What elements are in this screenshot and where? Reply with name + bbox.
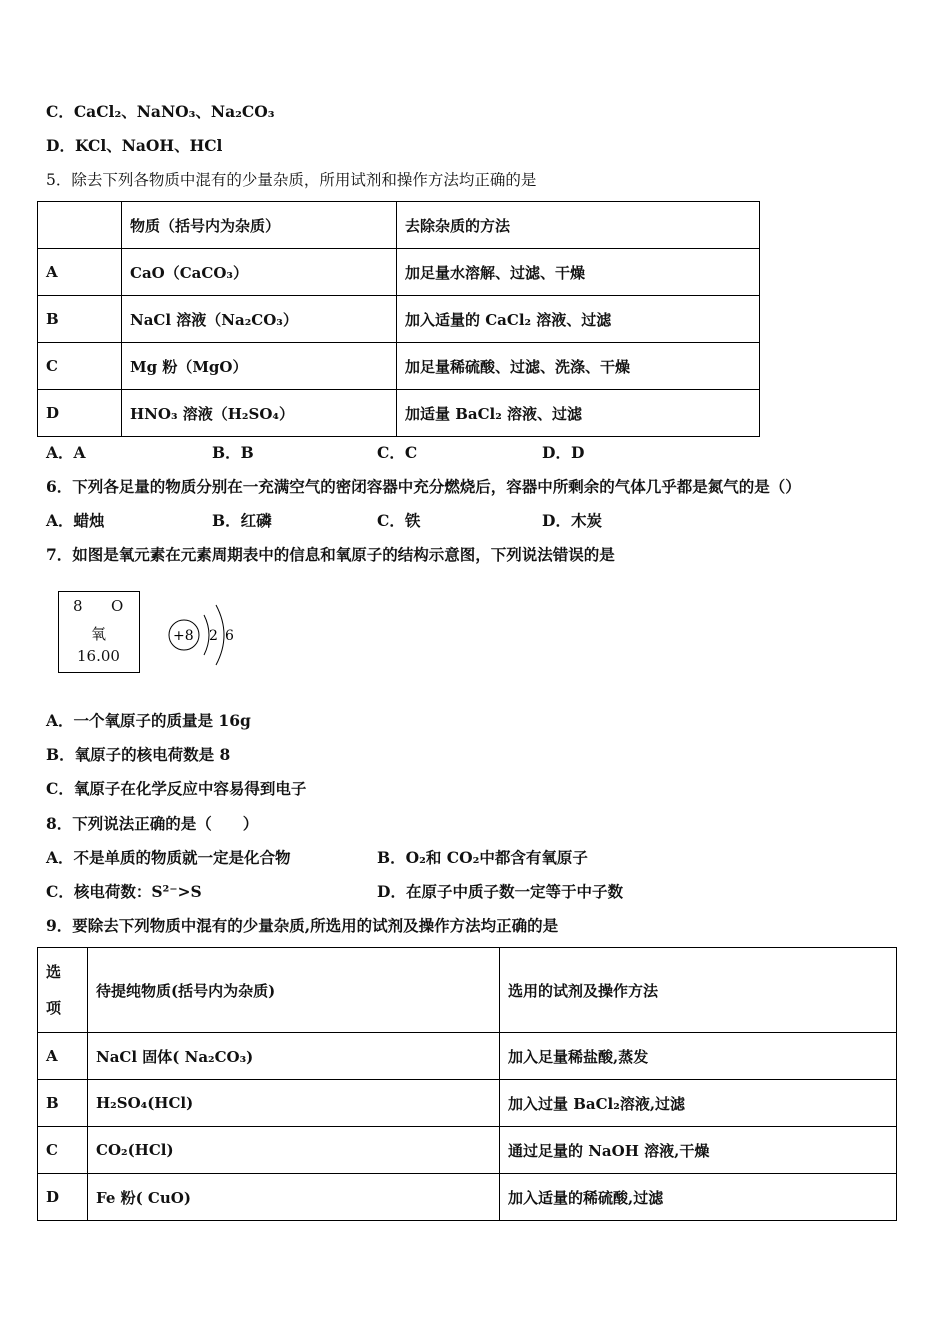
shell-1-electrons: 2 — [209, 628, 218, 644]
q8-option-c: C．核电荷数：S²⁻>S — [46, 882, 202, 901]
table-cell: CO₂(HCl) — [88, 1127, 500, 1174]
nucleus-charge: +8 — [173, 628, 194, 644]
table-cell: 去除杂质的方法 — [397, 202, 760, 249]
q9-table — [37, 947, 897, 1221]
table-cell: 通过足量的 NaOH 溶液,干燥 — [500, 1127, 897, 1174]
element-info-box — [58, 591, 140, 673]
q6-option-c: C．铁 — [377, 511, 421, 530]
table-cell: 加入适量的稀硫酸,过滤 — [500, 1174, 897, 1221]
table-cell: B — [38, 296, 122, 343]
q4-option-c: C．CaCl₂、NaNO₃、Na₂CO₃ — [46, 102, 275, 121]
table-cell: 物质（括号内为杂质） — [122, 202, 397, 249]
q4-option-d: D．KCl、NaOH、HCl — [46, 136, 223, 155]
q8-option-d: D．在原子中质子数一定等于中子数 — [377, 882, 623, 901]
table-cell: 加入过量 BaCl₂溶液,过滤 — [500, 1080, 897, 1127]
table-cell: Mg 粉（MgO） — [122, 343, 397, 390]
q5-table — [37, 201, 760, 437]
q5-stem: 5．除去下列各物质中混有的少量杂质，所用试剂和操作方法均正确的是 — [46, 171, 537, 189]
q5-option-c: C．C — [377, 443, 418, 462]
table-cell: 加入适量的 CaCl₂ 溶液、过滤 — [397, 296, 760, 343]
element-symbol: O — [111, 597, 124, 615]
q7-option-c: C．氧原子在化学反应中容易得到电子 — [46, 779, 307, 798]
table-cell: 加足量水溶解、过滤、干燥 — [397, 249, 760, 296]
table-cell: D — [38, 390, 122, 437]
q7-stem: 7．如图是氧元素在元素周期表中的信息和氧原子的结构示意图，下列说法错误的是 — [46, 545, 615, 564]
shell-2-electrons: 6 — [225, 628, 234, 644]
table-cell — [38, 202, 122, 249]
table-cell: NaCl 固体( Na₂CO₃) — [88, 1033, 500, 1080]
q5-option-d: D．D — [542, 443, 585, 462]
q6-stem: 6．下列各足量的物质分别在一充满空气的密闭容器中充分燃烧后，容器中所剩余的气体几乎都是氮气的是（） — [46, 477, 801, 496]
table-cell: 加入足量稀盐酸,蒸发 — [500, 1033, 897, 1080]
q5-option-b: B．B — [212, 443, 254, 462]
q5-option-a: A．A — [46, 443, 86, 462]
atomic-number: 8 — [73, 597, 83, 615]
q7-option-a: A．一个氧原子的质量是 16g — [46, 711, 251, 730]
table-cell: Fe 粉( CuO) — [88, 1174, 500, 1221]
table-cell: HNO₃ 溶液（H₂SO₄） — [122, 390, 397, 437]
table-row — [38, 1174, 897, 1221]
table-row — [38, 1033, 897, 1080]
table-cell: A — [38, 249, 122, 296]
q6-option-a: A．蜡烛 — [46, 511, 105, 530]
table-row — [38, 249, 760, 296]
table-cell: 加足量稀硫酸、过滤、洗涤、干燥 — [397, 343, 760, 390]
table-cell: B — [38, 1080, 88, 1127]
table-cell: 待提纯物质(括号内为杂质) — [88, 948, 500, 1033]
table-row — [38, 1127, 897, 1174]
table-cell: H₂SO₄(HCl) — [88, 1080, 500, 1127]
table-header-row — [38, 202, 760, 249]
table-cell: NaCl 溶液（Na₂CO₃） — [122, 296, 397, 343]
table-cell: 选用的试剂及操作方法 — [500, 948, 897, 1033]
table-cell: 选 项 — [38, 948, 88, 1033]
table-row — [38, 343, 760, 390]
q9-stem: 9．要除去下列物质中混有的少量杂质,所选用的试剂及操作方法均正确的是 — [46, 916, 559, 935]
table-cell: 加适量 BaCl₂ 溶液、过滤 — [397, 390, 760, 437]
table-row — [38, 1080, 897, 1127]
table-row — [38, 390, 760, 437]
table-cell: D — [38, 1174, 88, 1221]
q8-option-b: B．O₂和 CO₂中都含有氧原子 — [377, 848, 588, 867]
element-name: 氧 — [91, 625, 107, 643]
atomic-mass: 16.00 — [77, 647, 120, 665]
table-cell: C — [38, 1127, 88, 1174]
table-header-row — [38, 948, 897, 1033]
q8-stem: 8．下列说法正确的是（ ） — [46, 814, 259, 833]
q6-option-d: D．木炭 — [542, 511, 602, 530]
atom-structure-diagram — [164, 593, 244, 673]
table-cell: A — [38, 1033, 88, 1080]
q7-option-b: B．氧原子的核电荷数是 8 — [46, 745, 231, 764]
table-cell: C — [38, 343, 122, 390]
table-cell: CaO（CaCO₃） — [122, 249, 397, 296]
table-row — [38, 296, 760, 343]
q6-option-b: B．红磷 — [212, 511, 272, 530]
q8-option-a: A．不是单质的物质就一定是化合物 — [46, 848, 291, 867]
